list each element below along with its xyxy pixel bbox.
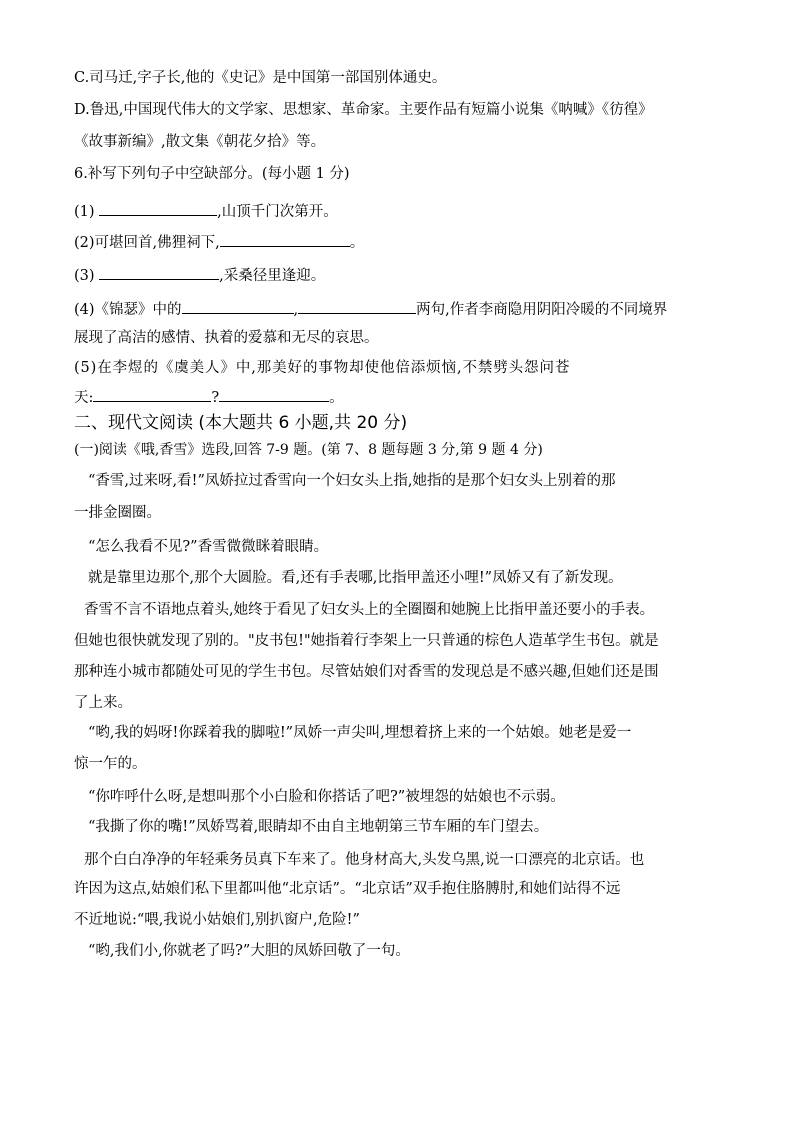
answer-blank[interactable]: [99, 264, 219, 280]
item-2-text: (2)可堪回首,佛狸祠下,: [74, 235, 220, 251]
answer-blank[interactable]: [182, 298, 294, 314]
passage-line: 但她也很快就发现了别的。"皮书包!"她指着行李架上一只普通的棕色人造革学生书包。就是: [74, 633, 659, 649]
section-2-title: 二、现代文阅读 (本大题共 6 小题,共 20 分): [74, 413, 408, 433]
item-3-text: ,采桑径里逢迎。: [219, 268, 326, 284]
option-c: C.司马迁,字子长,他的《史记》是中国第一部国别体通史。: [74, 70, 447, 86]
question-6-item-4-line2: 展现了高洁的感情、执着的爱慕和无尽的哀思。: [74, 330, 379, 346]
passage-paragraph: “哟,我们小,你就老了吗?”大胆的凤娇回敬了一句。: [88, 943, 410, 959]
question-6-item-1: [74, 200, 734, 222]
question-6-item-5: (5)在李煜的《虞美人》中,那美好的事物却使他倍添烦恼,不禁劈头怨问苍: [74, 360, 571, 376]
item-4-comma: ,: [293, 302, 299, 318]
answer-blank[interactable]: [298, 298, 416, 314]
option-d-line1: D.鲁迅,中国现代伟大的文学家、思想家、革命家。主要作品有短篇小说集《呐喊》《彷徨》: [74, 102, 653, 118]
passage-line: 许因为这点,姑娘们私下里都叫他“北京话”。“北京话”双手抱住胳膊肘,和她们站得不远: [74, 881, 621, 897]
passage-paragraph: 那个白白净净的年轻乘务员真下车来了。他身材高大,头发乌黑,说一口漂亮的北京话。也: [84, 852, 645, 868]
passage-paragraph: 就是靠里边那个,那个大圆脸。看,还有手表哪,比指甲盖还小哩!”凤娇又有了新发现。: [88, 570, 623, 586]
option-d-line2: 《故事新编》,散文集《朝花夕拾》等。: [74, 134, 326, 150]
passage-line: 惊一乍的。: [74, 756, 147, 772]
item-1-text: ,山顶千门次第开。: [217, 204, 338, 220]
question-6-item-4: [74, 298, 734, 320]
passage-paragraph: 香雪不言不语地点着头,她终于看见了妇女头上的全圈圈和她腕上比指甲盖还要小的手表。: [84, 602, 655, 618]
passage-paragraph: “哟,我的妈呀!你踩着我的脚啦!”凤娇一声尖叫,埋想着挤上来的一个姑娘。她老是爱一: [88, 725, 632, 741]
passage-paragraph: “你咋呼什么呀,是想叫那个小白脸和你搭话了吧?”被埋怨的姑娘也不示弱。: [88, 789, 565, 805]
answer-blank[interactable]: [220, 231, 350, 247]
section-2-subtitle: (一)阅读《哦,香雪》选段,回答 7-9 题。(第 7、8 题每题 3 分,第 9 题 4 分): [74, 442, 543, 458]
item-1-number: (1): [74, 204, 95, 220]
item-4-text: (4)《锦瑟》中的: [74, 302, 182, 318]
item-4-after: 两句,作者李商隐用阴阳冷暖的不同境界: [416, 302, 668, 318]
question-6-item-3: [74, 264, 734, 286]
answer-blank[interactable]: [219, 386, 329, 402]
item-3-number: (3): [74, 268, 95, 284]
passage-line: 了上来。: [74, 695, 132, 711]
passage-line: 那种连小城市都随处可见的学生书包。尽管姑娘们对香雪的发现总是不感兴趣,但她们还是围: [74, 664, 659, 680]
question-6-item-2: [74, 231, 734, 253]
passage-paragraph: “怎么我看不见?”香雪微微眯着眼睛。: [88, 539, 329, 555]
question-6-item-5-line2: [74, 386, 734, 408]
answer-blank[interactable]: [93, 386, 211, 402]
answer-blank[interactable]: [99, 200, 217, 216]
item-2-end: 。: [349, 235, 365, 251]
item-5-qmark: ?: [211, 390, 220, 406]
question-6-title: 6.补写下列句子中空缺部分。(每小题 1 分): [74, 166, 350, 182]
passage-paragraph: “香雪,过来呀,看!”凤娇拉过香雪向一个妇女头上指,她指的是那个妇女头上别着的那: [88, 473, 616, 489]
item-5-end: 。: [329, 390, 344, 406]
item-5-text: 天:: [74, 390, 94, 406]
passage-line: 不近地说:“喂,我说小姑娘们,别扒窗户,危险!”: [74, 912, 360, 928]
passage-paragraph: “我撕了你的嘴!”凤娇骂着,眼睛却不由自主地朝第三节车厢的车门望去。: [88, 819, 549, 835]
passage-line: 一排金圈圈。: [74, 505, 161, 521]
